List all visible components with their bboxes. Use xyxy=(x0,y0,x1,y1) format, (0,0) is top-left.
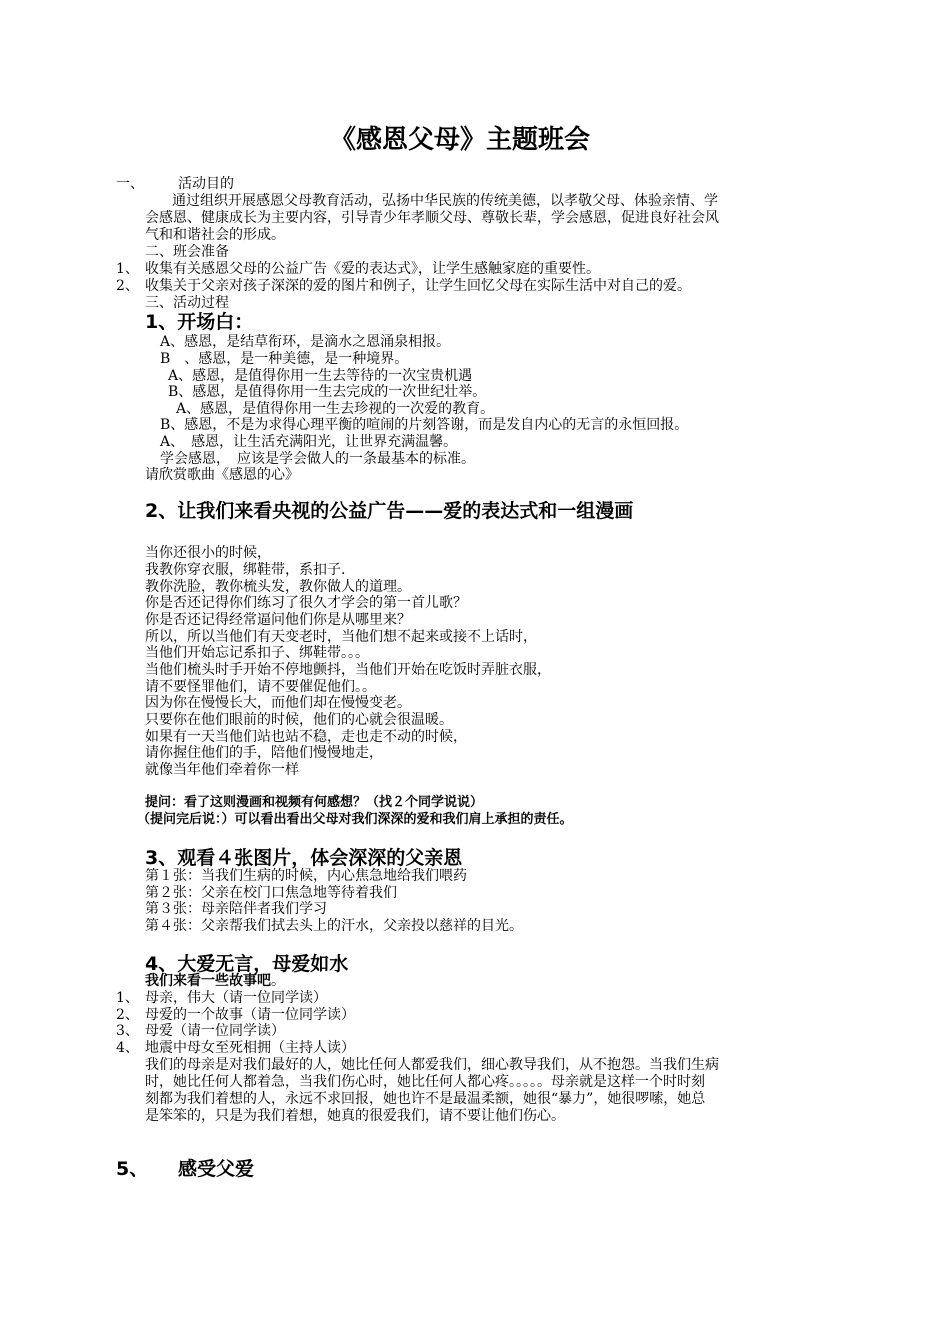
mother-paragraph-line: 时，她比任何人都着急，当我们伤心时，她比任何人都心疼。。。。。母亲就是这样一个时时刻 xyxy=(145,1074,705,1090)
story-item-number: 2、 xyxy=(116,1007,139,1023)
part5-heading: 感受父爱 xyxy=(178,1158,255,1180)
picture-caption: 第１张：当我们生病的时候，内心焦急地给我们喂药 xyxy=(145,868,467,884)
story-item: 地震中母女至死相拥（主持人读） xyxy=(145,1040,355,1056)
section2-item-text: 收集有关感恩父母的公益广告《爱的表达式》，让学生感触家庭的重要性。 xyxy=(145,261,600,277)
poem-line: 因为你在慢慢长大，而他们却在慢慢变老。 xyxy=(145,695,411,711)
story-item-number: 3、 xyxy=(116,1023,139,1039)
story-item-number: 4、 xyxy=(116,1040,139,1056)
part1-line: 学会感恩， 应该是学会做人的一条最基本的标准。 xyxy=(160,451,475,467)
poem-line: 当他们开始忘记系扣子、绑鞋带。。。 xyxy=(145,645,369,661)
part1-line: B、感恩，是值得你用一生去完成的一次世纪壮举。 xyxy=(168,384,487,400)
part1-line: A、感恩，是结草衔环，是滴水之恩涌泉相报。 xyxy=(160,334,451,350)
discussion-question: 提问：看了这则漫画和视频有何感想？（找２个同学说说） xyxy=(145,795,484,810)
section1-number: 一、 xyxy=(116,176,144,192)
poem-line: 如果有一天当他们站也站不稳，走也走不动的时候， xyxy=(145,729,467,745)
part1-line: A、感恩，是值得你用一生去等待的一次宝贵机遇 xyxy=(168,368,473,384)
part2-heading: 2、让我们来看央视的公益广告——爱的表达式和一组漫画 xyxy=(145,500,634,522)
part3-heading: 3、观看４张图片，体会深深的父亲恩 xyxy=(145,847,463,869)
picture-caption: 第４张：父亲帮我们拭去头上的汗水，父亲投以慈祥的目光。 xyxy=(145,918,523,934)
section2-item-number: 2、 xyxy=(116,278,139,294)
section2-item-text: 收集关于父亲对孩子深深的爱的图片和例子，让学生回忆父母在实际生活中对自己的爱。 xyxy=(145,278,691,294)
story-item: 母爱（请一位同学读） xyxy=(145,1023,285,1039)
part1-line: 请欣赏歌曲《感恩的心》 xyxy=(145,467,299,483)
part4-heading: 4、大爱无言，母爱如水 xyxy=(145,953,349,975)
mother-paragraph-line: 是笨笨的，只是为我们着想，她真的很爱我们，请不要让他们伤心。 xyxy=(145,1108,565,1124)
part1-line: A、感恩，是值得你用一生去珍视的一次爱的教育。 xyxy=(176,401,495,417)
poem-line: 当他们梳头时手开始不停地颤抖，当他们开始在吃饭时弄脏衣服， xyxy=(145,662,551,678)
picture-caption: 第２张：父亲在校门口焦急地等待着我们 xyxy=(145,885,397,901)
poem-line: 我教你穿衣服，绑鞋带，系扣子. xyxy=(145,562,346,578)
part1-line: A、 感恩，让生活充满阳光，让世界充满温馨。 xyxy=(160,434,458,450)
poem-line: 请不要怪罪他们，请不要催促他们。。 xyxy=(145,679,376,695)
section2-item-number: 1、 xyxy=(116,261,139,277)
section1-line: 气和和谐社会的形成。 xyxy=(145,227,285,243)
poem-line: 只要你在他们眼前的时候，他们的心就会很温暖。 xyxy=(145,712,453,728)
part4-intro-end: 。 xyxy=(271,973,285,989)
section1-heading: 活动目的 xyxy=(178,176,234,192)
story-item: 母亲，伟大（请一位同学读） xyxy=(145,990,327,1006)
poem-line: 所以，所以当他们有天变老时，当他们想不起来或接不上话时， xyxy=(145,629,537,645)
part4-intro xyxy=(145,973,285,989)
section2-heading: 二、班会准备 xyxy=(145,244,229,260)
poem-line: 就像当年他们牵着你一样 xyxy=(145,762,299,778)
part5-number: 5、 xyxy=(116,1158,149,1180)
page-title: 《感恩父母》主题班会 xyxy=(330,125,591,155)
section1-line: 会感恩、健康成长为主要内容，引导青少年孝顺父母、尊敬长辈，学会感恩，促进良好社会风 xyxy=(145,210,719,226)
part1-heading: 1、开场白： xyxy=(145,311,254,333)
part1-line: B 、感恩，是一种美德，是一种境界。 xyxy=(160,351,409,367)
picture-caption: 第３张：母亲陪伴者我们学习 xyxy=(145,901,327,917)
poem-line: 你是否还记得你们练习了很久才学会的第一首儿歌？ xyxy=(145,595,467,611)
part1-line: B、感恩，不是为求得心理平衡的喧闹的片刻答谢，而是发自内心的无言的永恒回报。 xyxy=(160,417,689,433)
mother-paragraph-line: 我们的母亲是对我们最好的人，她比任何人都爱我们，细心教导我们，从不抱怨。当我们生病 xyxy=(145,1057,719,1073)
section1-line: 通过组织开展感恩父母教育活动，弘扬中华民族的传统美德，以孝敬父母、体验亲情、学 xyxy=(172,193,718,209)
story-item-number: 1、 xyxy=(116,990,139,1006)
part4-intro-bold: 我们来看一些故事吧 xyxy=(145,973,271,989)
poem-line: 你是否还记得经常逼问他们你是从哪里来？ xyxy=(145,612,411,628)
section3-heading: 三、活动过程 xyxy=(145,295,229,311)
mother-paragraph-line: 刻都为我们着想的人，永远不求回报，她也许不是最温柔额，她很“暴力”，她很啰嗦，她总 xyxy=(145,1091,706,1107)
discussion-answer: （提问完后说：）可以看出看出父母对我们深深的爱和我们肩上承担的责任。 xyxy=(137,812,573,827)
poem-line: 请你握住他们的手，陪他们慢慢地走， xyxy=(145,745,383,761)
story-item: 母爱的一个故事（请一位同学读） xyxy=(145,1007,355,1023)
poem-line: 当你还很小的时候， xyxy=(145,545,271,561)
poem-line: 教你洗脸，教你梳头发，教你做人的道理。 xyxy=(145,579,411,595)
